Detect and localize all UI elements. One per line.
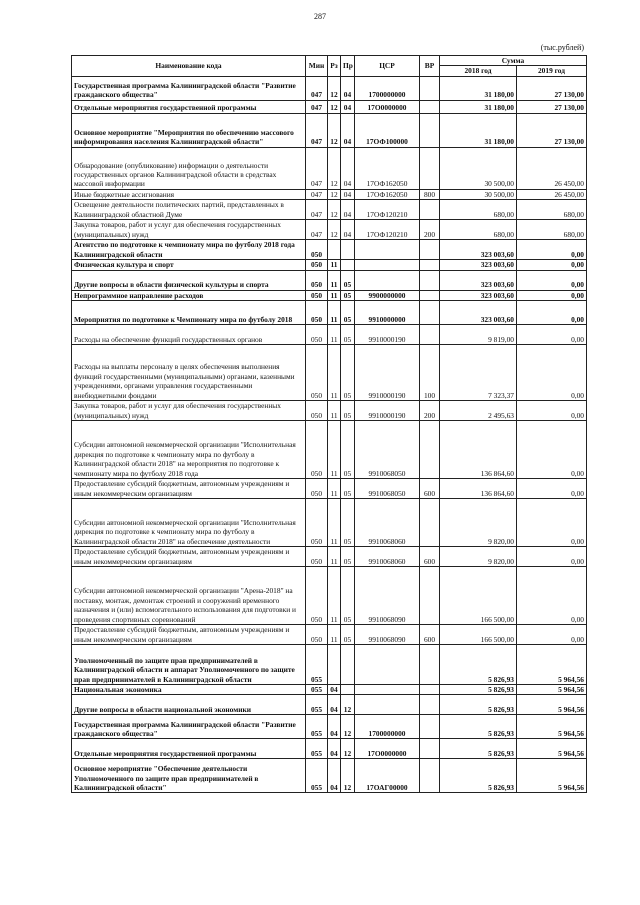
row-2018: 5 826,93 (440, 739, 517, 759)
row-2019: 0,00 (517, 301, 587, 325)
row-pr: 04 (341, 113, 355, 147)
row-2018: 5 826,93 (440, 759, 517, 793)
row-2018: 30 500,00 (440, 147, 517, 189)
table-row (72, 76, 587, 100)
row-rz: 11 (328, 499, 341, 547)
row-csr: 17О0000000 (355, 100, 420, 113)
row-2018: 30 500,00 (440, 189, 517, 199)
row-2018: 323 003,60 (440, 301, 517, 325)
row-2019: 0,00 (517, 547, 587, 567)
row-csr: 9900000000 (355, 290, 420, 300)
row-csr: 1700000000 (355, 76, 420, 100)
header-min: Мин (306, 56, 328, 77)
row-min: 050 (306, 421, 328, 479)
header-2018: 2018 год (440, 66, 517, 76)
row-min: 050 (306, 567, 328, 625)
row-csr: 9910068050 (355, 421, 420, 479)
row-name: Закупка товаров, работ и услуг для обеспечения государственных (муниципальных) нужд (72, 220, 306, 240)
table-row (72, 695, 587, 715)
table-row (72, 113, 587, 147)
row-pr: 04 (341, 200, 355, 220)
row-min: 050 (306, 345, 328, 401)
row-name: Государственная программа Калининградской области "Развитие гражданского общества" (72, 76, 306, 100)
row-2019: 680,00 (517, 200, 587, 220)
row-2019: 27 130,00 (517, 113, 587, 147)
row-2019: 5 964,56 (517, 645, 587, 685)
row-name: Закупка товаров, работ и услуг для обеспечения государственных (муниципальных) нужд (72, 401, 306, 421)
row-pr: 04 (341, 189, 355, 199)
row-csr: 9910000190 (355, 345, 420, 401)
row-2019: 0,00 (517, 625, 587, 645)
row-2018: 9 820,00 (440, 499, 517, 547)
row-name: Расходы на выплаты персоналу в целях обеспечения выполнения функций государственными (муниципальными) органами, казенными учреждениями, органами управления государственными внебюджетными фондами (72, 345, 306, 401)
row-pr: 05 (341, 290, 355, 300)
row-csr: 17ОАГ00000 (355, 759, 420, 793)
row-rz: 04 (328, 759, 341, 793)
row-pr: 04 (341, 100, 355, 113)
row-min: 050 (306, 499, 328, 547)
row-rz: 12 (328, 220, 341, 240)
row-pr: 12 (341, 695, 355, 715)
row-2018: 7 323,37 (440, 345, 517, 401)
row-min: 047 (306, 113, 328, 147)
row-2019: 0,00 (517, 421, 587, 479)
row-rz: 11 (328, 479, 341, 499)
row-rz: 04 (328, 739, 341, 759)
row-csr (355, 260, 420, 270)
row-2018: 680,00 (440, 200, 517, 220)
row-rz: 11 (328, 290, 341, 300)
header-csr: ЦСР (355, 56, 420, 77)
row-vr (420, 147, 440, 189)
row-rz: 11 (328, 345, 341, 401)
row-2019: 680,00 (517, 220, 587, 240)
row-csr (355, 270, 420, 290)
row-2019: 5 964,56 (517, 715, 587, 739)
row-pr: 05 (341, 547, 355, 567)
row-min: 047 (306, 189, 328, 199)
table-row (72, 260, 587, 270)
row-csr: 9910000000 (355, 301, 420, 325)
row-vr (420, 567, 440, 625)
row-pr: 12 (341, 715, 355, 739)
table-row (72, 325, 587, 345)
row-pr: 05 (341, 421, 355, 479)
row-pr: 05 (341, 499, 355, 547)
row-csr (355, 695, 420, 715)
row-vr (420, 76, 440, 100)
row-2019: 27 130,00 (517, 76, 587, 100)
row-min: 047 (306, 147, 328, 189)
row-2019: 26 450,00 (517, 147, 587, 189)
units-label: (тыс.рублей) (540, 43, 584, 52)
row-csr: 17ОФ162050 (355, 189, 420, 199)
row-rz: 12 (328, 189, 341, 199)
row-2018: 680,00 (440, 220, 517, 240)
row-2018: 2 495,63 (440, 401, 517, 421)
row-vr (420, 499, 440, 547)
row-vr (420, 260, 440, 270)
row-pr (341, 260, 355, 270)
row-2018: 5 826,93 (440, 685, 517, 695)
row-csr: 17ОФ120210 (355, 200, 420, 220)
row-min: 055 (306, 685, 328, 695)
row-csr (355, 685, 420, 695)
row-vr (420, 695, 440, 715)
row-rz: 12 (328, 147, 341, 189)
row-name: Основное мероприятие "Мероприятия по обеспечению массового информирования населения Калининградской области" (72, 113, 306, 147)
row-pr: 05 (341, 625, 355, 645)
row-2019: 5 964,56 (517, 739, 587, 759)
row-min: 050 (306, 479, 328, 499)
row-rz: 12 (328, 76, 341, 100)
row-2018: 166 500,00 (440, 567, 517, 625)
row-min: 055 (306, 695, 328, 715)
header-rz: Рз (328, 56, 341, 77)
row-2019: 0,00 (517, 325, 587, 345)
row-csr (355, 240, 420, 260)
row-csr: 9910068090 (355, 567, 420, 625)
table-row (72, 759, 587, 793)
row-pr (341, 645, 355, 685)
row-name: Государственная программа Калининградской области "Развитие гражданского общества" (72, 715, 306, 739)
row-csr: 17ОФ100000 (355, 113, 420, 147)
row-pr: 05 (341, 479, 355, 499)
table-row (72, 739, 587, 759)
header-pr: Пр (341, 56, 355, 77)
row-rz: 12 (328, 100, 341, 113)
row-vr (420, 113, 440, 147)
row-csr: 9910068060 (355, 499, 420, 547)
row-csr: 9910068050 (355, 479, 420, 499)
row-vr (420, 100, 440, 113)
row-2018: 31 180,00 (440, 113, 517, 147)
page-number: 287 (314, 12, 326, 21)
row-2019: 0,00 (517, 270, 587, 290)
row-rz: 11 (328, 547, 341, 567)
header-vr: ВР (420, 56, 440, 77)
budget-table (71, 55, 587, 793)
row-rz: 12 (328, 113, 341, 147)
table-row (72, 625, 587, 645)
row-2019: 0,00 (517, 499, 587, 547)
row-name: Иные бюджетные ассигнования (72, 189, 306, 199)
row-2019: 5 964,56 (517, 695, 587, 715)
row-rz: 11 (328, 401, 341, 421)
table-row (72, 421, 587, 479)
row-vr: 600 (420, 547, 440, 567)
table-row (72, 240, 587, 260)
row-name: Уполномоченный по защите прав предпринимателей в Калининградской области и аппарат Уполномоченного по защите прав предпринимателей в Калининградской области (72, 645, 306, 685)
row-name: Субсидии автономной некоммерческой организации "Исполнительная дирекция по подготовке к чемпионату мира по футболу в Калининградской области 2018" на мероприятия по подготовке к чемпионату мира по футболу 2018 года (72, 421, 306, 479)
row-csr: 9910068060 (355, 547, 420, 567)
row-2019: 5 964,56 (517, 685, 587, 695)
table-row (72, 100, 587, 113)
row-name: Непрограммное направление расходов (72, 290, 306, 300)
row-2018: 136 864,60 (440, 421, 517, 479)
row-pr: 04 (341, 220, 355, 240)
table-row (72, 715, 587, 739)
row-name: Субсидии автономной некоммерческой организации "Арена-2018" на поставку, монтаж, демонтаж строений и сооружений временного назначения и (или) вспомогательного использования для подготовки и проведения спортивных соревнований (72, 567, 306, 625)
row-2018: 166 500,00 (440, 625, 517, 645)
table-row (72, 567, 587, 625)
row-csr: 9910000190 (355, 401, 420, 421)
row-2018: 31 180,00 (440, 100, 517, 113)
row-pr: 04 (341, 76, 355, 100)
row-rz: 12 (328, 200, 341, 220)
row-min: 050 (306, 290, 328, 300)
row-rz (328, 240, 341, 260)
row-2018: 323 003,60 (440, 240, 517, 260)
row-name: Отдельные мероприятия государственной программы (72, 739, 306, 759)
header-sum: Сумма (440, 56, 587, 66)
row-pr: 05 (341, 401, 355, 421)
table-row (72, 499, 587, 547)
row-pr: 04 (341, 147, 355, 189)
row-2019: 0,00 (517, 345, 587, 401)
row-2019: 26 450,00 (517, 189, 587, 199)
table-body (72, 76, 587, 793)
row-pr: 05 (341, 567, 355, 625)
table-row (72, 645, 587, 685)
row-csr: 17ОФ120210 (355, 220, 420, 240)
row-pr: 12 (341, 739, 355, 759)
row-rz: 04 (328, 685, 341, 695)
row-pr (341, 685, 355, 695)
row-2019: 0,00 (517, 260, 587, 270)
row-2019: 0,00 (517, 290, 587, 300)
row-vr (420, 715, 440, 739)
row-rz: 04 (328, 695, 341, 715)
row-vr: 200 (420, 220, 440, 240)
row-pr: 05 (341, 345, 355, 401)
table-row (72, 220, 587, 240)
row-vr (420, 301, 440, 325)
row-vr (420, 290, 440, 300)
row-vr (420, 200, 440, 220)
row-min: 055 (306, 715, 328, 739)
row-2018: 5 826,93 (440, 715, 517, 739)
row-vr: 800 (420, 189, 440, 199)
row-name: Расходы на обеспечение функций государственных органов (72, 325, 306, 345)
row-2018: 323 003,60 (440, 270, 517, 290)
row-2019: 0,00 (517, 479, 587, 499)
row-min: 055 (306, 759, 328, 793)
row-2018: 9 820,00 (440, 547, 517, 567)
row-csr: 9910000190 (355, 325, 420, 345)
row-vr (420, 240, 440, 260)
row-rz: 11 (328, 270, 341, 290)
table-row (72, 147, 587, 189)
row-vr (420, 270, 440, 290)
row-name: Отдельные мероприятия государственной программы (72, 100, 306, 113)
row-rz: 11 (328, 421, 341, 479)
table-row (72, 401, 587, 421)
row-vr: 600 (420, 625, 440, 645)
row-name: Национальная экономика (72, 685, 306, 695)
row-vr (420, 685, 440, 695)
row-name: Основное мероприятие "Обеспечение деятельности Уполномоченного по защите прав предпринимателей в Калининградской области" (72, 759, 306, 793)
row-rz (328, 645, 341, 685)
row-2019: 0,00 (517, 240, 587, 260)
row-csr (355, 645, 420, 685)
table-row (72, 547, 587, 567)
row-min: 050 (306, 401, 328, 421)
row-pr (341, 240, 355, 260)
table-row (72, 345, 587, 401)
row-rz: 04 (328, 715, 341, 739)
row-csr: 17ОФ162050 (355, 147, 420, 189)
row-min: 050 (306, 547, 328, 567)
row-2019: 0,00 (517, 567, 587, 625)
row-min: 047 (306, 200, 328, 220)
row-name: Другие вопросы в области физической культуры и спорта (72, 270, 306, 290)
row-csr: 17О0000000 (355, 739, 420, 759)
row-vr (420, 421, 440, 479)
row-pr: 05 (341, 325, 355, 345)
row-vr (420, 325, 440, 345)
table-row (72, 301, 587, 325)
row-vr (420, 739, 440, 759)
header-2019: 2019 год (517, 66, 587, 76)
row-vr: 600 (420, 479, 440, 499)
row-2018: 9 819,00 (440, 325, 517, 345)
row-2019: 5 964,56 (517, 759, 587, 793)
row-min: 050 (306, 240, 328, 260)
row-min: 055 (306, 645, 328, 685)
row-min: 050 (306, 260, 328, 270)
row-name: Субсидии автономной некоммерческой организации "Исполнительная дирекция по подготовке к чемпионату мира по футболу в Калининградской области 2018" на обеспечение деятельности (72, 499, 306, 547)
row-2018: 31 180,00 (440, 76, 517, 100)
row-rz: 11 (328, 625, 341, 645)
row-name: Другие вопросы в области национальной экономики (72, 695, 306, 715)
row-name: Агентство по подготовке к чемпионату мира по футболу 2018 года Калининградской области (72, 240, 306, 260)
row-vr (420, 645, 440, 685)
row-pr: 05 (341, 301, 355, 325)
row-min: 047 (306, 76, 328, 100)
row-pr: 12 (341, 759, 355, 793)
row-name: Обнародование (опубликование) информации о деятельности государственных органов Калининградской области в средствах массовой информации (72, 147, 306, 189)
row-min: 050 (306, 270, 328, 290)
row-rz: 11 (328, 260, 341, 270)
row-rz: 11 (328, 301, 341, 325)
row-min: 055 (306, 739, 328, 759)
row-2019: 0,00 (517, 401, 587, 421)
row-name: Предоставление субсидий бюджетным, автономным учреждениям и иным некоммерческим организациям (72, 547, 306, 567)
table-row (72, 270, 587, 290)
row-vr: 200 (420, 401, 440, 421)
row-vr (420, 759, 440, 793)
row-min: 047 (306, 220, 328, 240)
row-2018: 136 864,60 (440, 479, 517, 499)
table-row (72, 189, 587, 199)
row-min: 050 (306, 625, 328, 645)
row-name: Предоставление субсидий бюджетным, автономным учреждениям и иным некоммерческим организациям (72, 625, 306, 645)
table-row (72, 685, 587, 695)
row-rz: 11 (328, 567, 341, 625)
row-2018: 323 003,60 (440, 290, 517, 300)
row-2018: 5 826,93 (440, 645, 517, 685)
row-rz: 11 (328, 325, 341, 345)
row-name: Физическая культура и спорт (72, 260, 306, 270)
table-row (72, 290, 587, 300)
row-csr: 1700000000 (355, 715, 420, 739)
row-name: Освещение деятельности политических партий, представленных в Калининградской областной Думе (72, 200, 306, 220)
header-name: Наименование кода (72, 56, 306, 77)
row-min: 047 (306, 100, 328, 113)
row-2018: 5 826,93 (440, 695, 517, 715)
row-2018: 323 003,60 (440, 260, 517, 270)
row-2019: 27 130,00 (517, 100, 587, 113)
row-min: 050 (306, 301, 328, 325)
row-pr: 05 (341, 270, 355, 290)
row-min: 050 (306, 325, 328, 345)
row-vr: 100 (420, 345, 440, 401)
table-row (72, 200, 587, 220)
table-row (72, 479, 587, 499)
row-name: Мероприятия по подготовке к Чемпионату мира по футболу 2018 (72, 301, 306, 325)
row-csr: 9910068090 (355, 625, 420, 645)
row-name: Предоставление субсидий бюджетным, автономным учреждениям и иным некоммерческим организациям (72, 479, 306, 499)
